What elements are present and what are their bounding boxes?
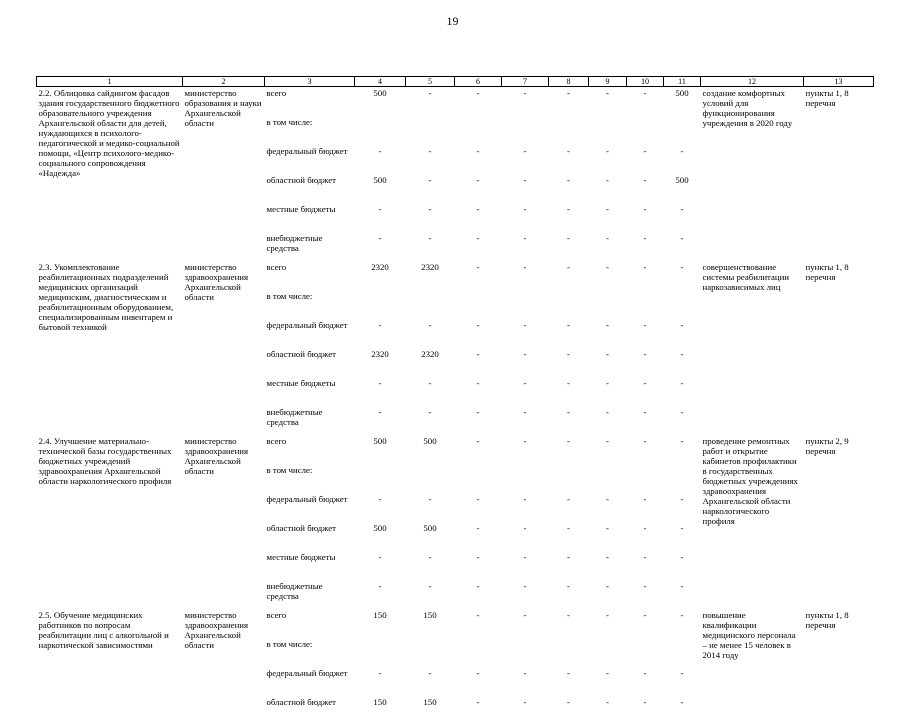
amount-cell: - — [589, 493, 627, 522]
amount-cell — [355, 116, 406, 145]
amount-cell: - — [455, 493, 502, 522]
amount-cell: - — [549, 232, 589, 261]
funding-source: федеральный бюджет — [265, 319, 355, 348]
amount-cell — [549, 290, 589, 319]
amount-cell: - — [589, 261, 627, 290]
amount-cell: - — [589, 435, 627, 464]
funding-source: областной бюджет — [265, 522, 355, 551]
amount-cell: 500 — [664, 87, 701, 117]
measure-name: 2.5. Обучение медицинских работников по вопросам реабилитации лиц с алкогольной и наркотической зависимостями — [37, 609, 183, 725]
amount-cell — [589, 290, 627, 319]
amount-cell: - — [664, 406, 701, 435]
amount-cell: - — [455, 145, 502, 174]
column-number: 2 — [183, 77, 265, 87]
amount-cell: 500 — [355, 87, 406, 117]
amount-cell: - — [406, 667, 455, 696]
table-row — [37, 609, 874, 638]
amount-cell: - — [455, 435, 502, 464]
amount-cell: 500 — [406, 522, 455, 551]
amount-cell: - — [589, 667, 627, 696]
expected-result: проведение ремонтных работ и открытие кабинетов профилактики в государственных бюджетных учреждениях здравоохранения Архангельской области наркологического профиля — [701, 435, 804, 609]
amount-cell: - — [502, 667, 549, 696]
amount-cell — [589, 464, 627, 493]
amount-cell: - — [627, 319, 664, 348]
amount-cell: - — [406, 174, 455, 203]
amount-cell — [455, 116, 502, 145]
amount-cell: 2320 — [406, 261, 455, 290]
amount-cell: - — [589, 203, 627, 232]
amount-cell: - — [589, 609, 627, 638]
funding-source: местные бюджеты — [265, 203, 355, 232]
amount-cell: - — [664, 609, 701, 638]
amount-cell: - — [406, 203, 455, 232]
amount-cell: - — [502, 377, 549, 406]
amount-cell: - — [502, 87, 549, 117]
funding-source: областной бюджет — [265, 696, 355, 725]
amount-cell: - — [627, 377, 664, 406]
amount-cell — [627, 638, 664, 667]
amount-cell — [549, 638, 589, 667]
amount-cell: - — [549, 551, 589, 580]
amount-cell: - — [406, 493, 455, 522]
amount-cell: - — [664, 319, 701, 348]
amount-cell: - — [627, 87, 664, 117]
amount-cell: - — [502, 203, 549, 232]
amount-cell: - — [627, 580, 664, 609]
amount-cell: - — [664, 348, 701, 377]
amount-cell: - — [664, 203, 701, 232]
amount-cell: - — [549, 319, 589, 348]
amount-cell: - — [355, 580, 406, 609]
amount-cell: - — [627, 609, 664, 638]
amount-cell: - — [549, 609, 589, 638]
amount-cell: - — [549, 174, 589, 203]
funding-source: всего — [265, 261, 355, 290]
amount-cell: - — [355, 319, 406, 348]
table-body — [37, 87, 874, 725]
funding-source: областной бюджет — [265, 174, 355, 203]
column-number: 6 — [455, 77, 502, 87]
executor: министерство здравоохранения Архангельской области — [183, 261, 265, 435]
amount-cell — [406, 290, 455, 319]
indicator-reference: пункты 1, 8 перечня — [804, 87, 874, 262]
funding-source: внебюджетные средства — [265, 406, 355, 435]
executor: министерство здравоохранения Архангельской области — [183, 435, 265, 609]
funding-source: в том числе: — [265, 116, 355, 145]
amount-cell: - — [627, 261, 664, 290]
indicator-reference: пункты 1, 8 перечня — [804, 609, 874, 725]
amount-cell: - — [589, 145, 627, 174]
funding-source: федеральный бюджет — [265, 667, 355, 696]
amount-cell: - — [589, 377, 627, 406]
amount-cell: - — [455, 87, 502, 117]
funding-source: местные бюджеты — [265, 551, 355, 580]
amount-cell: 500 — [406, 435, 455, 464]
amount-cell: - — [627, 667, 664, 696]
amount-cell — [627, 116, 664, 145]
amount-cell: - — [355, 406, 406, 435]
amount-cell: - — [355, 377, 406, 406]
amount-cell: - — [406, 551, 455, 580]
amount-cell: - — [627, 522, 664, 551]
amount-cell: - — [627, 203, 664, 232]
amount-cell: - — [664, 435, 701, 464]
amount-cell: - — [455, 261, 502, 290]
amount-cell: - — [502, 551, 549, 580]
amount-cell: - — [549, 696, 589, 725]
funding-source: в том числе: — [265, 464, 355, 493]
amount-cell: - — [455, 522, 502, 551]
amount-cell — [549, 116, 589, 145]
amount-cell: - — [627, 551, 664, 580]
amount-cell — [589, 116, 627, 145]
column-number: 8 — [549, 77, 589, 87]
amount-cell — [502, 290, 549, 319]
amount-cell: 500 — [355, 522, 406, 551]
expected-result: создание комфортных условий для функционирования учреждения в 2020 году — [701, 87, 804, 262]
measure-name: 2.3. Укомплектование реабилитационных подразделений медицинских организаций медицинским, диагностическим и реабилитационным оборудованием, специализированным инвентарем и бытовой техникой — [37, 261, 183, 435]
amount-cell: - — [502, 522, 549, 551]
amount-cell — [455, 290, 502, 319]
amount-cell: - — [502, 319, 549, 348]
measure-name: 2.4. Улучшение материально-технической базы государственных бюджетных учреждений здравоохранения Архангельской области наркологического профиля — [37, 435, 183, 609]
funding-source: областной бюджет — [265, 348, 355, 377]
amount-cell: 2320 — [406, 348, 455, 377]
amount-cell: - — [589, 406, 627, 435]
amount-cell: - — [406, 319, 455, 348]
amount-cell — [549, 464, 589, 493]
table-row — [37, 87, 874, 117]
amount-cell: - — [589, 348, 627, 377]
amount-cell: - — [627, 493, 664, 522]
amount-cell: - — [627, 145, 664, 174]
amount-cell: 150 — [406, 696, 455, 725]
amount-cell — [455, 464, 502, 493]
amount-cell — [502, 116, 549, 145]
funding-source: местные бюджеты — [265, 377, 355, 406]
amount-cell — [355, 464, 406, 493]
funding-source: федеральный бюджет — [265, 145, 355, 174]
amount-cell: - — [664, 377, 701, 406]
amount-cell: - — [589, 87, 627, 117]
amount-cell: - — [549, 145, 589, 174]
measure-name: 2.2. Облицовка сайдингом фасадов здания государственного бюджетного образовательного учреждения Архангельской области для детей, нуждающихся в психолого-педагогической и медико-социальной помощи, «Центр психолого-медико-социального сопровождения «Надежда» — [37, 87, 183, 262]
column-number: 7 — [502, 77, 549, 87]
amount-cell: - — [455, 580, 502, 609]
amount-cell: - — [664, 145, 701, 174]
amount-cell: - — [549, 493, 589, 522]
amount-cell — [502, 464, 549, 493]
amount-cell — [664, 290, 701, 319]
amount-cell: - — [502, 145, 549, 174]
funding-source: внебюджетные средства — [265, 580, 355, 609]
column-number: 10 — [627, 77, 664, 87]
amount-cell: - — [455, 174, 502, 203]
amount-cell: 2320 — [355, 261, 406, 290]
amount-cell: - — [589, 232, 627, 261]
indicator-reference: пункты 2, 9 перечня — [804, 435, 874, 609]
amount-cell — [627, 464, 664, 493]
executor: министерство образования и науки Архангельской области — [183, 87, 265, 262]
amount-cell: 150 — [355, 609, 406, 638]
funding-source: всего — [265, 435, 355, 464]
amount-cell: - — [664, 667, 701, 696]
amount-cell: - — [502, 435, 549, 464]
amount-cell: - — [549, 522, 589, 551]
amount-cell: - — [664, 551, 701, 580]
amount-cell — [406, 464, 455, 493]
indicator-reference: пункты 1, 8 перечня — [804, 261, 874, 435]
amount-cell: 150 — [355, 696, 406, 725]
amount-cell: - — [406, 87, 455, 117]
amount-cell: - — [455, 377, 502, 406]
amount-cell: - — [549, 377, 589, 406]
funding-source: всего — [265, 609, 355, 638]
table-row — [37, 435, 874, 464]
amount-cell: - — [549, 435, 589, 464]
funding-source: федеральный бюджет — [265, 493, 355, 522]
amount-cell: - — [549, 203, 589, 232]
column-number: 5 — [406, 77, 455, 87]
table-row — [37, 261, 874, 290]
amount-cell: - — [664, 696, 701, 725]
page-number: 19 — [0, 14, 905, 29]
column-number: 1 — [37, 77, 183, 87]
column-number: 3 — [265, 77, 355, 87]
amount-cell — [589, 638, 627, 667]
amount-cell: - — [549, 348, 589, 377]
amount-cell: - — [455, 406, 502, 435]
amount-cell — [664, 464, 701, 493]
amount-cell — [406, 116, 455, 145]
amount-cell — [664, 116, 701, 145]
amount-cell: - — [664, 232, 701, 261]
amount-cell: 2320 — [355, 348, 406, 377]
amount-cell: - — [502, 348, 549, 377]
funding-source: в том числе: — [265, 290, 355, 319]
amount-cell: - — [664, 261, 701, 290]
amount-cell: - — [502, 232, 549, 261]
column-number-row — [37, 77, 874, 87]
amount-cell: - — [627, 406, 664, 435]
amount-cell: - — [664, 580, 701, 609]
amount-cell: - — [455, 609, 502, 638]
amount-cell: - — [502, 493, 549, 522]
amount-cell: - — [406, 145, 455, 174]
column-number: 13 — [804, 77, 874, 87]
amount-cell: - — [627, 174, 664, 203]
amount-cell — [627, 290, 664, 319]
funding-source: в том числе: — [265, 638, 355, 667]
funding-source: внебюджетные средства — [265, 232, 355, 261]
amount-cell: - — [589, 551, 627, 580]
column-number: 12 — [701, 77, 804, 87]
amount-cell: - — [406, 580, 455, 609]
amount-cell: - — [549, 406, 589, 435]
amount-cell: - — [406, 406, 455, 435]
amount-cell: - — [549, 667, 589, 696]
amount-cell: - — [549, 580, 589, 609]
amount-cell: - — [355, 145, 406, 174]
funding-source: всего — [265, 87, 355, 117]
amount-cell: - — [455, 667, 502, 696]
amount-cell: - — [664, 493, 701, 522]
amount-cell: - — [627, 348, 664, 377]
amount-cell: - — [455, 348, 502, 377]
amount-cell: - — [549, 87, 589, 117]
column-number: 9 — [589, 77, 627, 87]
amount-cell: - — [455, 203, 502, 232]
amount-cell — [355, 290, 406, 319]
amount-cell: - — [549, 261, 589, 290]
amount-cell: - — [502, 696, 549, 725]
amount-cell: - — [502, 406, 549, 435]
amount-cell: - — [355, 551, 406, 580]
amount-cell: - — [589, 174, 627, 203]
measures-table — [36, 76, 874, 725]
amount-cell: - — [589, 522, 627, 551]
amount-cell — [355, 638, 406, 667]
amount-cell — [664, 638, 701, 667]
amount-cell: - — [406, 377, 455, 406]
amount-cell: - — [589, 696, 627, 725]
executor: министерство здравоохранения Архангельской области — [183, 609, 265, 725]
amount-cell: - — [502, 174, 549, 203]
amount-cell: - — [589, 580, 627, 609]
amount-cell: - — [355, 493, 406, 522]
amount-cell: - — [627, 696, 664, 725]
amount-cell: 500 — [355, 174, 406, 203]
amount-cell: - — [355, 203, 406, 232]
amount-cell: - — [455, 319, 502, 348]
amount-cell: - — [502, 609, 549, 638]
amount-cell: - — [355, 667, 406, 696]
amount-cell — [455, 638, 502, 667]
amount-cell: - — [589, 319, 627, 348]
amount-cell: - — [455, 551, 502, 580]
amount-cell: - — [502, 580, 549, 609]
amount-cell: 500 — [664, 174, 701, 203]
amount-cell: - — [406, 232, 455, 261]
expected-result: совершенствование системы реабилитации наркозависимых лиц — [701, 261, 804, 435]
amount-cell — [502, 638, 549, 667]
amount-cell: - — [355, 232, 406, 261]
expected-result: повышение квалификации медицинского персонала – не менее 15 человек в 2014 году — [701, 609, 804, 725]
amount-cell: - — [664, 522, 701, 551]
amount-cell: 500 — [355, 435, 406, 464]
amount-cell: - — [455, 232, 502, 261]
amount-cell: - — [627, 232, 664, 261]
column-number: 4 — [355, 77, 406, 87]
column-number: 11 — [664, 77, 701, 87]
amount-cell: - — [455, 696, 502, 725]
amount-cell: - — [627, 435, 664, 464]
amount-cell: - — [502, 261, 549, 290]
amount-cell: 150 — [406, 609, 455, 638]
amount-cell — [406, 638, 455, 667]
